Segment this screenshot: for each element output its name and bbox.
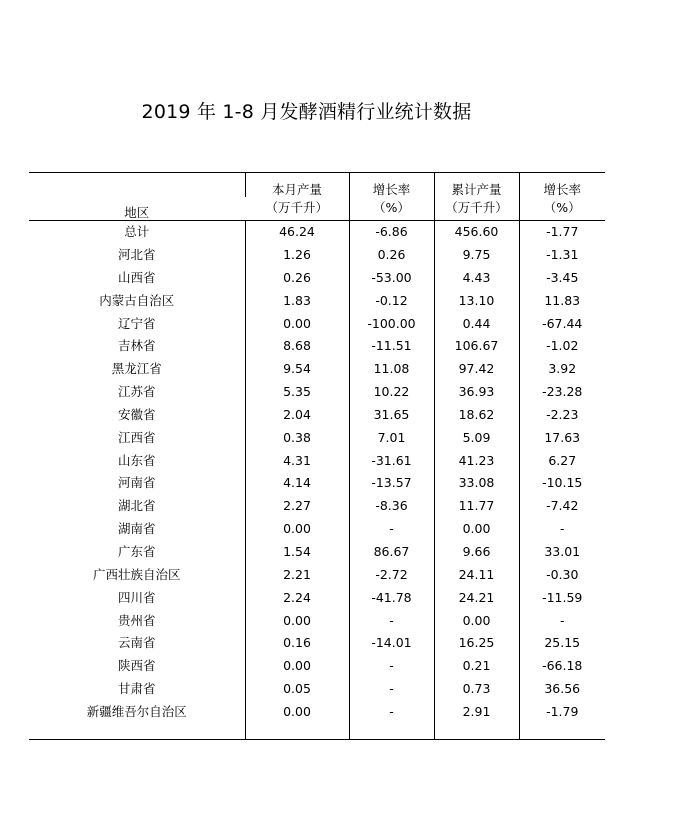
table-row bbox=[29, 381, 605, 404]
cumulative-growth-cell: 17.63 bbox=[519, 427, 605, 450]
empty-cell bbox=[245, 724, 349, 740]
monthly-growth-cell: - bbox=[349, 518, 434, 541]
region-cell: 内蒙古自治区 bbox=[99, 292, 175, 308]
cumulative-output-cell: 9.66 bbox=[434, 541, 519, 564]
cumulative-output-cell: 0.21 bbox=[434, 655, 519, 678]
header-monthly-output: 本月产量 bbox=[245, 173, 349, 198]
table-row bbox=[29, 609, 605, 632]
monthly-output-cell: 0.26 bbox=[245, 267, 349, 290]
monthly-output-cell: 0.00 bbox=[245, 701, 349, 724]
cumulative-output-cell: 9.75 bbox=[434, 244, 519, 267]
monthly-output-cell: 2.21 bbox=[245, 564, 349, 587]
table-bottom-spacer bbox=[29, 724, 605, 740]
cumulative-output-cell: 24.11 bbox=[434, 564, 519, 587]
cumulative-growth-cell: -67.44 bbox=[519, 312, 605, 335]
cumulative-output-cell: 0.73 bbox=[434, 678, 519, 701]
cumulative-growth-cell: -23.28 bbox=[519, 381, 605, 404]
region-cell: 江西省 bbox=[117, 429, 156, 445]
monthly-growth-cell: -11.51 bbox=[349, 335, 434, 358]
monthly-output-cell: 0.38 bbox=[245, 427, 349, 450]
cumulative-output-cell: 456.60 bbox=[434, 221, 519, 244]
table-body bbox=[29, 221, 605, 740]
region-cell: 广东省 bbox=[117, 543, 156, 559]
monthly-growth-cell: -100.00 bbox=[349, 312, 434, 335]
cumulative-growth-cell: -2.23 bbox=[519, 404, 605, 427]
empty-cell bbox=[349, 724, 434, 740]
monthly-growth-cell: - bbox=[349, 701, 434, 724]
cumulative-output-cell: 97.42 bbox=[434, 358, 519, 381]
monthly-growth-cell: 10.22 bbox=[349, 381, 434, 404]
region-cell: 云南省 bbox=[117, 635, 156, 651]
monthly-output-cell: 0.00 bbox=[245, 655, 349, 678]
region-cell: 甘肃省 bbox=[117, 681, 156, 697]
table-row bbox=[29, 221, 605, 244]
cumulative-output-cell: 24.21 bbox=[434, 587, 519, 610]
table-row bbox=[29, 335, 605, 358]
table-row bbox=[29, 358, 605, 381]
header-monthly-output-unit: （万千升） bbox=[245, 197, 349, 221]
cumulative-growth-cell: -11.59 bbox=[519, 587, 605, 610]
region-cell: 辽宁省 bbox=[117, 315, 156, 331]
cumulative-growth-cell: 6.27 bbox=[519, 449, 605, 472]
header-cumulative-growth: 增长率 bbox=[519, 173, 605, 198]
cumulative-growth-cell: -0.30 bbox=[519, 564, 605, 587]
table-row bbox=[29, 678, 605, 701]
cumulative-growth-cell: - bbox=[519, 518, 605, 541]
monthly-growth-cell: 0.26 bbox=[349, 244, 434, 267]
region-cell: 山西省 bbox=[117, 269, 156, 285]
monthly-output-cell: 46.24 bbox=[245, 221, 349, 244]
region-cell: 黑龙江省 bbox=[111, 361, 162, 377]
table-row bbox=[29, 632, 605, 655]
monthly-growth-cell: -6.86 bbox=[349, 221, 434, 244]
cumulative-output-cell: 4.43 bbox=[434, 267, 519, 290]
region-cell: 吉林省 bbox=[117, 338, 156, 354]
region-cell: 贵州省 bbox=[117, 612, 156, 628]
monthly-growth-cell: -13.57 bbox=[349, 472, 434, 495]
region-cell: 新疆维吾尔自治区 bbox=[86, 703, 187, 719]
monthly-output-cell: 4.31 bbox=[245, 449, 349, 472]
region-cell: 湖北省 bbox=[117, 498, 156, 514]
region-cell: 总计 bbox=[124, 224, 150, 240]
table-header bbox=[29, 173, 605, 221]
monthly-growth-cell: -31.61 bbox=[349, 449, 434, 472]
cumulative-output-cell: 5.09 bbox=[434, 427, 519, 450]
table-row bbox=[29, 701, 605, 724]
cumulative-growth-cell: 33.01 bbox=[519, 541, 605, 564]
cumulative-output-cell: 13.10 bbox=[434, 290, 519, 313]
empty-cell bbox=[29, 724, 245, 740]
monthly-output-cell: 8.68 bbox=[245, 335, 349, 358]
header-region: 地区 bbox=[29, 173, 245, 221]
table-row bbox=[29, 518, 605, 541]
cumulative-output-cell: 16.25 bbox=[434, 632, 519, 655]
table-row bbox=[29, 541, 605, 564]
table-row bbox=[29, 564, 605, 587]
region-cell: 陕西省 bbox=[117, 658, 156, 674]
cumulative-output-cell: 0.44 bbox=[434, 312, 519, 335]
header-monthly-growth: 增长率 bbox=[349, 173, 434, 198]
cumulative-growth-cell: -10.15 bbox=[519, 472, 605, 495]
cumulative-growth-cell: -1.02 bbox=[519, 335, 605, 358]
monthly-output-cell: 5.35 bbox=[245, 381, 349, 404]
monthly-output-cell: 0.00 bbox=[245, 312, 349, 335]
cumulative-output-cell: 33.08 bbox=[434, 472, 519, 495]
monthly-output-cell: 9.54 bbox=[245, 358, 349, 381]
cumulative-growth-cell: 3.92 bbox=[519, 358, 605, 381]
cumulative-growth-cell: -7.42 bbox=[519, 495, 605, 518]
cumulative-output-cell: 0.00 bbox=[434, 518, 519, 541]
region-cell: 安徽省 bbox=[117, 406, 156, 422]
monthly-growth-cell: 31.65 bbox=[349, 404, 434, 427]
table-row bbox=[29, 495, 605, 518]
table-row bbox=[29, 587, 605, 610]
monthly-growth-cell: -0.12 bbox=[349, 290, 434, 313]
table-row bbox=[29, 655, 605, 678]
monthly-output-cell: 4.14 bbox=[245, 472, 349, 495]
table-row bbox=[29, 312, 605, 335]
table-row bbox=[29, 267, 605, 290]
monthly-output-cell: 1.83 bbox=[245, 290, 349, 313]
monthly-growth-cell: 11.08 bbox=[349, 358, 434, 381]
table-row bbox=[29, 244, 605, 267]
header-cumulative-output: 累计产量 bbox=[434, 173, 519, 198]
monthly-growth-cell: -53.00 bbox=[349, 267, 434, 290]
cumulative-growth-cell: -3.45 bbox=[519, 267, 605, 290]
cumulative-output-cell: 18.62 bbox=[434, 404, 519, 427]
region-cell: 山东省 bbox=[117, 452, 156, 468]
header-cumulative-output-unit: （万千升） bbox=[434, 197, 519, 221]
monthly-growth-cell: - bbox=[349, 609, 434, 632]
cumulative-growth-cell: -66.18 bbox=[519, 655, 605, 678]
monthly-growth-cell: -2.72 bbox=[349, 564, 434, 587]
table-row bbox=[29, 472, 605, 495]
region-cell: 湖南省 bbox=[117, 521, 156, 537]
monthly-growth-cell: 86.67 bbox=[349, 541, 434, 564]
monthly-output-cell: 0.16 bbox=[245, 632, 349, 655]
header-monthly-growth-unit: （%） bbox=[349, 197, 434, 221]
cumulative-output-cell: 2.91 bbox=[434, 701, 519, 724]
cumulative-output-cell: 11.77 bbox=[434, 495, 519, 518]
monthly-growth-cell: - bbox=[349, 655, 434, 678]
empty-cell bbox=[434, 724, 519, 740]
cumulative-growth-cell: -1.31 bbox=[519, 244, 605, 267]
region-cell: 河南省 bbox=[117, 475, 156, 491]
monthly-output-cell: 0.00 bbox=[245, 518, 349, 541]
cumulative-growth-cell: 25.15 bbox=[519, 632, 605, 655]
page-title: 2019 年 1-8 月发酵酒精行业统计数据 bbox=[141, 101, 472, 123]
table-row bbox=[29, 404, 605, 427]
cumulative-growth-cell: 11.83 bbox=[519, 290, 605, 313]
cumulative-output-cell: 0.00 bbox=[434, 609, 519, 632]
monthly-growth-cell: -14.01 bbox=[349, 632, 434, 655]
table-row bbox=[29, 449, 605, 472]
monthly-growth-cell: -8.36 bbox=[349, 495, 434, 518]
monthly-output-cell: 2.04 bbox=[245, 404, 349, 427]
cumulative-growth-cell: 36.56 bbox=[519, 678, 605, 701]
empty-cell bbox=[519, 724, 605, 740]
monthly-growth-cell: 7.01 bbox=[349, 427, 434, 450]
monthly-output-cell: 0.00 bbox=[245, 609, 349, 632]
table-row bbox=[29, 290, 605, 313]
cumulative-output-cell: 36.93 bbox=[434, 381, 519, 404]
header-cumulative-growth-unit: （%） bbox=[519, 197, 605, 221]
cumulative-growth-cell: -1.79 bbox=[519, 701, 605, 724]
monthly-output-cell: 2.24 bbox=[245, 587, 349, 610]
statistics-table bbox=[29, 172, 605, 740]
monthly-output-cell: 2.27 bbox=[245, 495, 349, 518]
cumulative-output-cell: 41.23 bbox=[434, 449, 519, 472]
cumulative-output-cell: 106.67 bbox=[434, 335, 519, 358]
region-cell: 河北省 bbox=[117, 247, 156, 263]
table-row bbox=[29, 427, 605, 450]
monthly-growth-cell: - bbox=[349, 678, 434, 701]
region-cell: 江苏省 bbox=[117, 384, 156, 400]
monthly-output-cell: 1.26 bbox=[245, 244, 349, 267]
region-cell: 四川省 bbox=[117, 589, 156, 605]
monthly-growth-cell: -41.78 bbox=[349, 587, 434, 610]
region-cell: 广西壮族自治区 bbox=[92, 566, 181, 582]
cumulative-growth-cell: - bbox=[519, 609, 605, 632]
monthly-output-cell: 0.05 bbox=[245, 678, 349, 701]
monthly-output-cell: 1.54 bbox=[245, 541, 349, 564]
cumulative-growth-cell: -1.77 bbox=[519, 221, 605, 244]
